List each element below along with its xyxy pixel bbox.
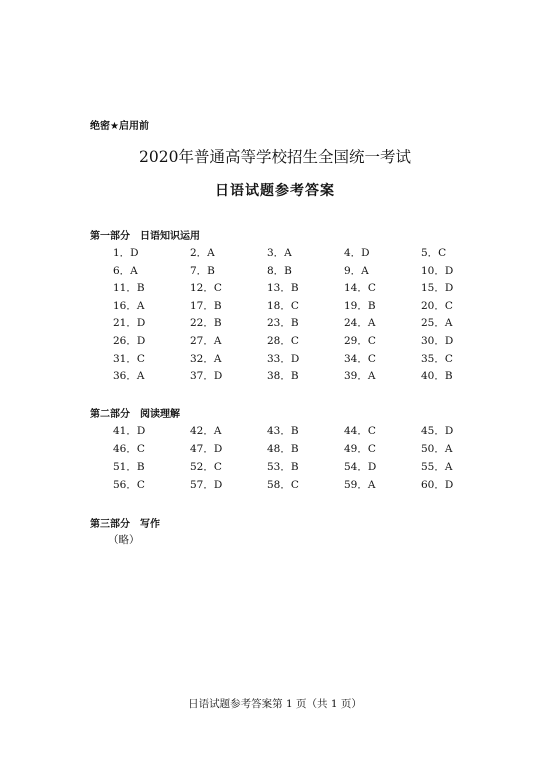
answer-cell: 31．C <box>113 352 145 365</box>
answer-cell: 55．A <box>421 461 453 473</box>
answer-cell: 47．D <box>190 443 223 455</box>
part3-heading: 第三部分 写作 <box>90 519 160 530</box>
answer-cell: 34．C <box>344 352 376 365</box>
answer-cell: 56．C <box>113 479 145 491</box>
answer-cell: 12．C <box>190 282 222 295</box>
answer-row <box>0 441 550 457</box>
answer-cell: 21．D <box>113 317 146 330</box>
answer-cell: 4．D <box>344 247 370 259</box>
page-footer: 日语试题参考答案第 1 页（共 1 页） <box>188 698 362 710</box>
answer-cell: 9．A <box>344 264 369 277</box>
answer-cell: 19．B <box>344 299 376 312</box>
answer-cell: 13．B <box>267 282 299 295</box>
answer-cell: 50．A <box>421 443 453 455</box>
answer-cell: 18．C <box>267 299 299 312</box>
part3-note: （略） <box>108 534 140 546</box>
answer-cell: 5．C <box>421 247 447 259</box>
answer-cell: 14．C <box>344 282 376 295</box>
answer-cell: 33．D <box>267 352 300 365</box>
answer-cell: 49．C <box>344 443 376 455</box>
answer-cell: 48．B <box>267 443 299 455</box>
answer-cell: 28．C <box>267 335 299 347</box>
answer-cell: 8．B <box>267 264 292 277</box>
answer-cell: 29．C <box>344 335 376 347</box>
confidential-label: 绝密★启用前 <box>90 121 149 132</box>
answer-row <box>0 298 550 314</box>
answer-cell: 35．C <box>421 352 453 365</box>
answer-cell: 36．A <box>113 370 145 383</box>
answer-cell: 23．B <box>267 317 299 330</box>
part1-answer-grid <box>0 245 550 385</box>
answer-cell: 15．D <box>421 282 454 295</box>
answer-cell: 46．C <box>113 443 145 455</box>
answer-cell: 20．C <box>421 299 453 312</box>
answer-cell: 1．D <box>113 247 139 259</box>
answer-cell: 24．A <box>344 317 376 330</box>
answer-row <box>0 477 550 493</box>
part2-answer-grid <box>0 423 550 495</box>
answer-cell: 51．B <box>113 461 145 473</box>
answer-cell: 17．B <box>190 299 222 312</box>
answer-cell: 39．A <box>344 370 376 383</box>
answer-cell: 40．B <box>421 370 453 383</box>
answer-cell: 53．B <box>267 461 299 473</box>
part2-heading: 第二部分 阅读理解 <box>90 409 180 420</box>
answer-row <box>0 333 550 349</box>
answer-cell: 2．A <box>190 247 215 259</box>
answer-cell: 22．B <box>190 317 222 330</box>
answer-row <box>0 351 550 367</box>
answer-cell: 45．D <box>421 425 454 437</box>
answer-cell: 25．A <box>421 317 453 330</box>
answer-cell: 44．C <box>344 425 376 437</box>
exam-title: 2020年普通高等学校招生全国统一考试 <box>139 148 411 166</box>
answer-cell: 42．A <box>190 425 222 437</box>
answer-row <box>0 315 550 331</box>
answer-cell: 58．C <box>267 479 299 491</box>
answer-cell: 38．B <box>267 370 299 383</box>
answer-cell: 26．D <box>113 335 146 347</box>
answer-cell: 10．D <box>421 264 454 277</box>
answer-cell: 43．B <box>267 425 299 437</box>
answer-cell: 59．A <box>344 479 376 491</box>
answer-row <box>0 280 550 296</box>
answer-cell: 52．C <box>190 461 222 473</box>
answer-cell: 27．A <box>190 335 222 347</box>
answer-cell: 30．D <box>421 335 454 347</box>
answer-cell: 32．A <box>190 352 222 365</box>
answer-cell: 54．D <box>344 461 377 473</box>
answer-cell: 6．A <box>113 264 138 277</box>
answer-row <box>0 368 550 384</box>
answer-cell: 3．A <box>267 247 292 259</box>
answer-row <box>0 423 550 439</box>
answer-row <box>0 459 550 475</box>
answer-cell: 60．D <box>421 479 454 491</box>
answer-cell: 41．D <box>113 425 146 437</box>
answer-row <box>0 263 550 279</box>
answer-cell: 7．B <box>190 264 215 277</box>
answer-cell: 37．D <box>190 370 223 383</box>
part1-heading: 第一部分 日语知识运用 <box>90 231 200 242</box>
answer-cell: 16．A <box>113 299 145 312</box>
answer-row <box>0 245 550 261</box>
answer-key-title: 日语试题参考答案 <box>215 183 335 199</box>
answer-cell: 11．B <box>113 282 145 295</box>
answer-cell: 57．D <box>190 479 223 491</box>
